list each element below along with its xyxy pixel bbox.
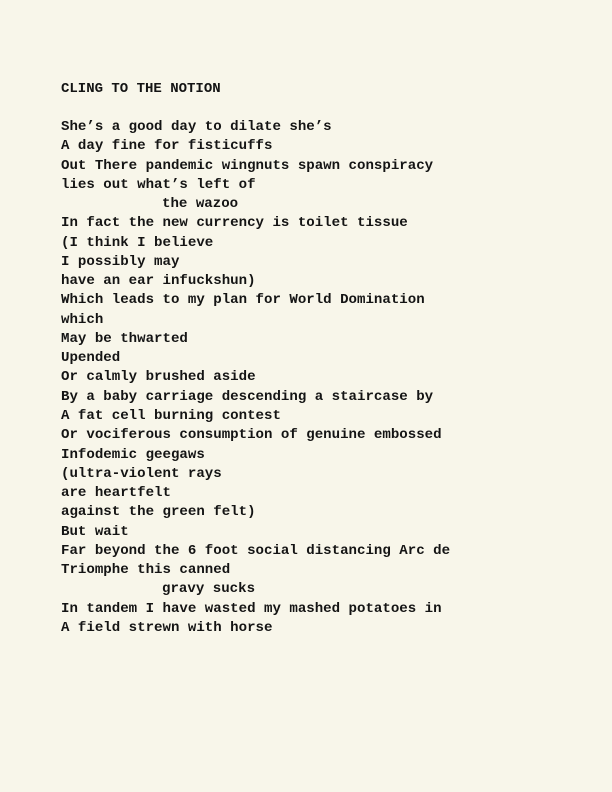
poem-line: Far beyond the 6 foot social distancing Arc de (61, 542, 451, 559)
poem-line: which (61, 311, 104, 328)
poem-line: Upended (61, 350, 121, 367)
poem-line: Which leads to my plan for World Domination (61, 292, 425, 309)
poem-line: A field strewn with horse (61, 619, 273, 636)
poem-body (61, 118, 450, 638)
poem-line: In fact the new currency is toilet tissue (61, 215, 408, 232)
poem-line: are heartfelt (61, 485, 171, 502)
poem-line: She’s a good day to dilate she’s (61, 119, 332, 135)
poem-line: against the green felt) (61, 504, 256, 521)
poem-line: have an ear infuckshun) (61, 273, 256, 290)
poem-line: gravy sucks (162, 581, 256, 598)
poem-line: A fat cell burning contest (61, 407, 281, 424)
poem-line: I possibly may (61, 253, 180, 270)
poem-line: Out There pandemic wingnuts spawn conspiracy (61, 157, 434, 174)
poem-line: (ultra-violent rays (61, 465, 222, 482)
poem-line: By a baby carriage descending a staircase by (61, 388, 434, 405)
poem-line: Triomphe this canned (61, 562, 231, 579)
poem-line: May be thwarted (61, 330, 188, 347)
poem-line: A day fine for fisticuffs (61, 138, 273, 155)
poem-line: Infodemic geegaws (61, 446, 205, 463)
poem-line: the wazoo (162, 196, 239, 213)
poem-line: Or vociferous consumption of genuine embossed (61, 427, 442, 444)
poem-line: lies out what’s left of (61, 176, 256, 193)
poem-title: CLING TO THE NOTION (61, 81, 221, 97)
poem-line: Or calmly brushed aside (61, 369, 256, 386)
poem-line: In tandem I have wasted my mashed potatoes in (61, 600, 442, 617)
poem-line: But wait (61, 523, 129, 540)
poem-line: (I think I believe (61, 234, 214, 251)
